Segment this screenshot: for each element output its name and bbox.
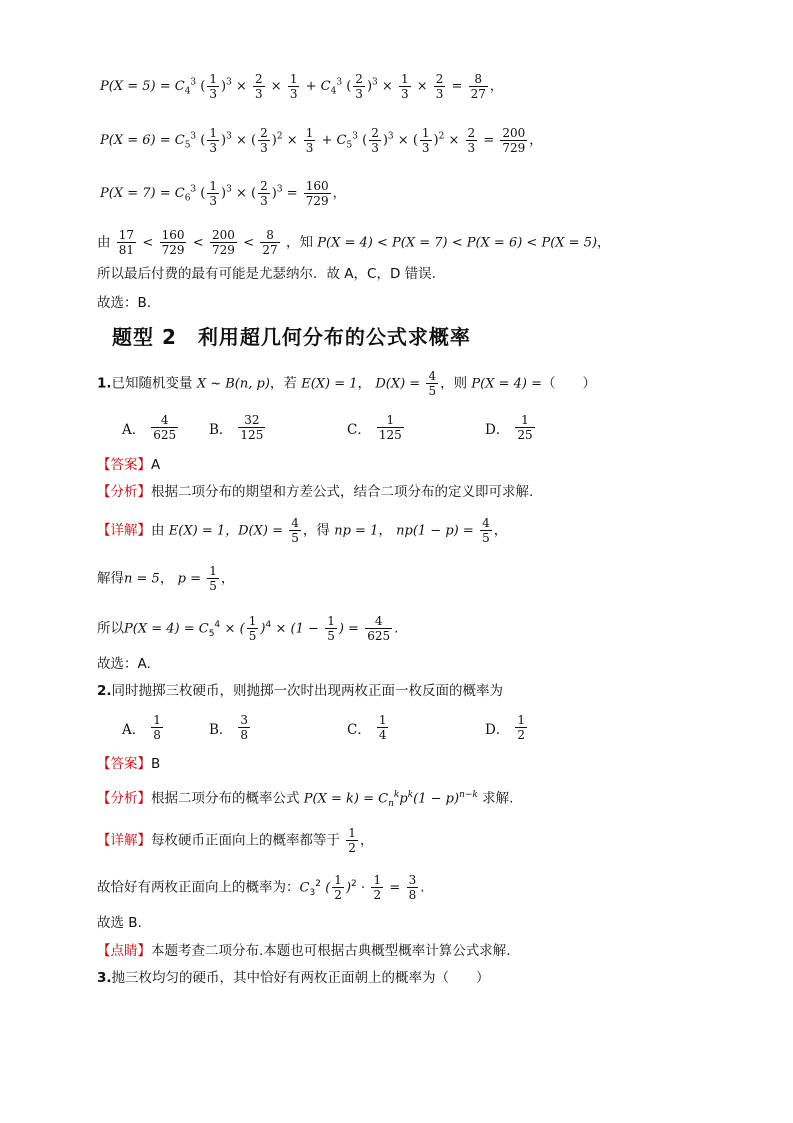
question-1-option-c: C． $\frac{1}{125}$ [347,413,402,442]
question-2-analysis: 【分析】根据二项分布的概率公式 $P(X = k) = C_n^kp^k(1 - p)^{n-k}$ 求解. [97,790,514,810]
question-2-option-b: B． $\frac{3}{8}$ [209,713,249,742]
question-2-option-c: C． $\frac{1}{4}$ [347,713,387,742]
previous-choice: 故选：B． [97,295,161,311]
question-2-remark: 【点睛】本题考查二项分布.本题也可根据古典概型概率计算公式求解. [97,943,511,959]
question-1-option-d: D． $\frac{1}{25}$ [485,413,533,442]
question-2-detail: 【详解】每枚硬币正面向上的概率都等于 $\frac{1}{2}$ ， [97,826,374,855]
question-2-choice: 故选 B. [97,915,142,931]
question-1-stem: 1.已知随机变量 X ~ B(n, p)，若 E(X) = 1， D(X) = $\frac{4}{5}$ ，则 P(X = 4) =（ ） [97,369,597,398]
question-1-detail: 【详解】由 E(X) = 1，D(X) = $\frac{4}{5}$ ，得 np = 1， np(1 − p) = $\frac{4}{5}$ ， [97,516,508,545]
section-heading: 题型 2 利用超几何分布的公式求概率 [112,325,471,349]
question-1-choice: 故选：A. [97,656,151,672]
question-2-option-d: D． $\frac{1}{2}$ [485,713,525,742]
equation-p7: $P(X = 7) = C_6^3$ ( $\frac{1}{3}$ )$^3$ × ( $\frac{2}{3}$ )$^3$ = $\frac{160}{729}$ ， [100,179,346,208]
question-1-answer: 【答案】A [97,457,161,473]
question-2-option-a: A． $\frac{1}{8}$ [122,713,161,742]
question-3-stem: 3.抛三枚均匀的硬币，其中恰好有两枚正面朝上的概率为（ ） [97,970,490,986]
question-2-stem: 2.同时抛掷三枚硬币，则抛掷一次时出现两枚正面一枚反面的概率为 [97,683,504,699]
question-2-probability: 故恰好有两枚正面向上的概率为：$C_3^2$ ( $\frac{1}{2}$ )$^2$ · $\frac{1}{2}$ = $\frac{3}{8}$ . [97,873,425,902]
question-1-option-b: B． $\frac{32}{125}$ [209,413,264,442]
question-1-option-a: A． $\frac{4}{625}$ [122,413,177,442]
question-2-answer: 【答案】B [97,756,161,772]
question-1-analysis: 【分析】根据二项分布的期望和方差公式，结合二项分布的定义即可求解. [97,484,534,500]
question-1-solve: 解得n = 5， p = $\frac{1}{5}$ ， [97,564,235,593]
question-1-result: 所以$P(X = 4) = C_5^4$ × ( $\frac{1}{5}$ )$^4$ × (1 − $\frac{1}{5}$ ) = $\frac{4}{625}$ . [97,614,399,643]
conclusion-text: 所以最后付费的最有可能是尤瑟纳尔．故 A，C，D 错误. [97,266,436,282]
equation-p6: $P(X = 6) = C_5^3$ ( $\frac{1}{3}$ )$^3$ × ( $\frac{2}{3}$ )$^2$ × $\frac{1}{3}$ + $C_5^3$ ( $\frac{2}{3}$ )$^3$ × ( $\frac{1}{3}$ )$^2$ × $\frac{2}{3}$ = $\frac{200}{729}$ ， [100,126,543,155]
comparison-line: 由 $\frac{17}{81}$ < $\frac{160}{729}$ < $\frac{200}{729}$ < $\frac{8}{27}$ ，知 P(X = 4) < P(X = 7) < P(X = 6) < P(X = 5)， [97,228,611,257]
equation-p5: $P(X = 5) = C_4^3$ ( $\frac{1}{3}$ )$^3$ × $\frac{2}{3}$ × $\frac{1}{3}$ + $C_4^3$ ( $\frac{2}{3}$ )$^3$ × $\frac{1}{3}$ × $\frac{2}{3}$ = $\frac{8}{27}$ ， [100,72,503,101]
